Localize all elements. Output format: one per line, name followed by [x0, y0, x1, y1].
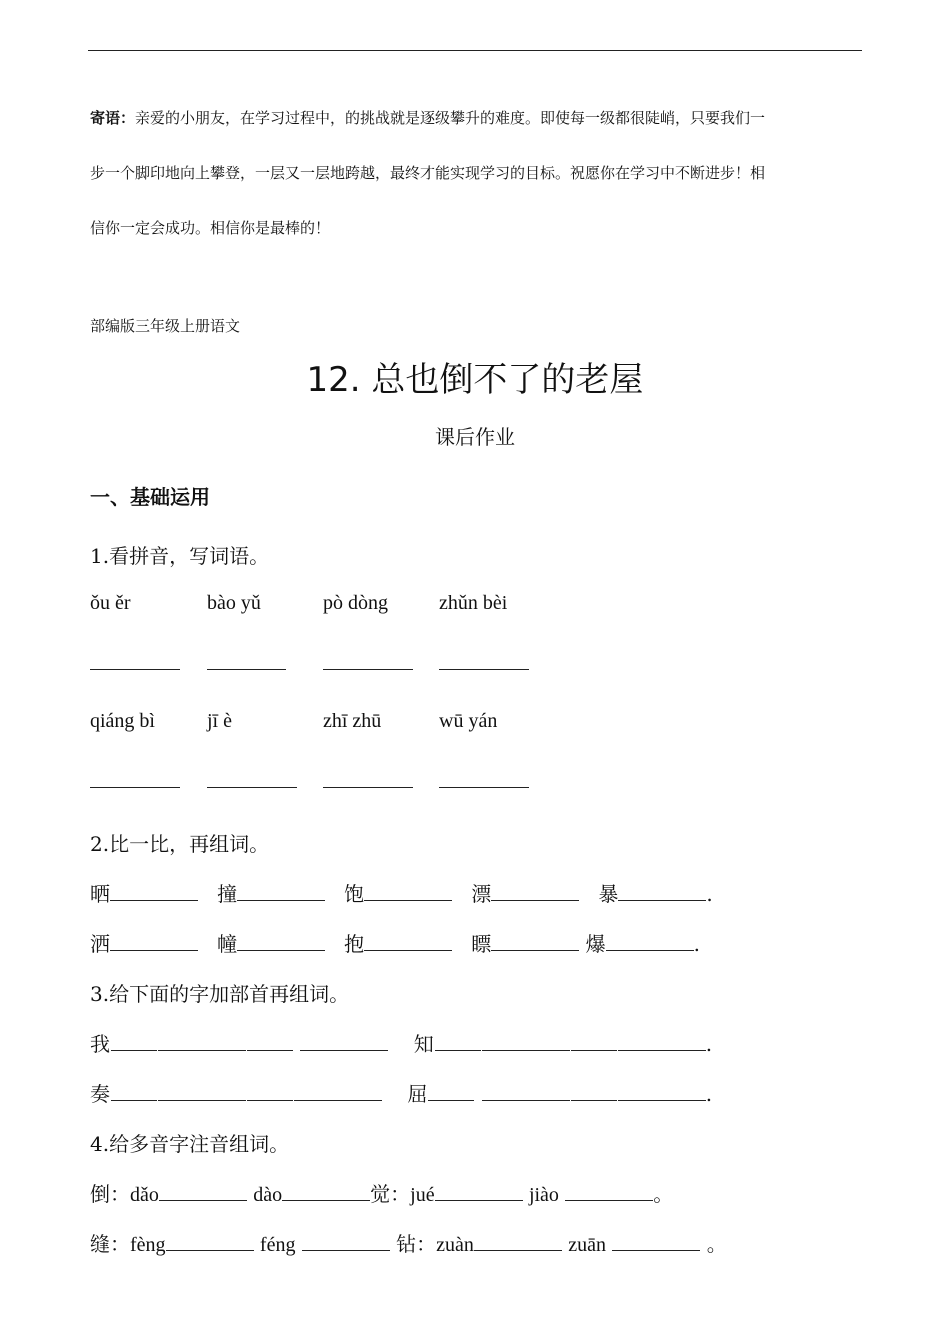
compare-char: 撞: [217, 882, 238, 906]
q1-title: 1.看拼音，写词语。: [90, 544, 270, 568]
answer-blank[interactable]: [482, 1082, 570, 1101]
answer-blank[interactable]: [606, 932, 694, 951]
q3-title: 3.给下面的字加部首再组词。: [90, 982, 350, 1006]
answer-blank[interactable]: [435, 1182, 523, 1201]
answer-blank[interactable]: [110, 932, 198, 951]
series-label: 部编版三年级上册语文: [90, 317, 241, 335]
answer-blank[interactable]: [302, 1232, 390, 1251]
pinyin-item: wū yán: [439, 710, 498, 732]
answer-blank[interactable]: [294, 1082, 382, 1101]
q3-row-2: [90, 1078, 712, 1107]
answer-blank[interactable]: [237, 882, 325, 901]
pinyin-item: qiáng bì: [90, 710, 155, 732]
compare-char: 抱: [344, 932, 365, 956]
answer-blank[interactable]: [323, 763, 413, 788]
pinyin-item: jué: [410, 1184, 435, 1206]
motto-text-1: 亲爱的小朋友，在学习过程中，的挑战就是逐级攀升的难度。即使每一级都很陡峭，只要我们一: [135, 109, 766, 127]
pinyin-item: ǒu ěr: [90, 592, 131, 614]
pinyin-item: zhī zhū: [323, 710, 382, 732]
page-subtitle: 课后作业: [435, 425, 515, 449]
answer-blank[interactable]: [439, 763, 529, 788]
compare-char: 瞟: [471, 932, 492, 956]
dash: [111, 1038, 157, 1051]
dash: [111, 1088, 157, 1101]
answer-blank[interactable]: [364, 882, 452, 901]
radical-char: 屈: [407, 1082, 428, 1106]
answer-blank[interactable]: [618, 1082, 706, 1101]
q2-row-1: [90, 878, 713, 907]
answer-blank[interactable]: [207, 763, 297, 788]
pinyin-item: zuān: [568, 1234, 607, 1256]
radical-char: 奏: [90, 1082, 110, 1106]
compare-char: 漂: [471, 882, 492, 906]
answer-blank[interactable]: [323, 645, 413, 670]
radical-char: 我: [90, 1032, 110, 1056]
compare-char: 幢: [217, 932, 238, 956]
q4-title: 4.给多音字注音组词。: [90, 1132, 290, 1156]
pinyin-item: bào yǔ: [207, 592, 261, 614]
motto-line-3: 信你一定会成功。相信你是最棒的！: [90, 219, 331, 237]
answer-blank[interactable]: [491, 932, 579, 951]
answer-blank[interactable]: [237, 932, 325, 951]
row-end: .: [706, 882, 713, 906]
row-end: 。: [706, 1232, 727, 1256]
q2-title: 2.比一比，再组词。: [90, 832, 270, 856]
answer-blank[interactable]: [364, 932, 452, 951]
answer-blank[interactable]: [166, 1232, 254, 1251]
q4-row-2: [90, 1228, 727, 1257]
answer-blank[interactable]: [300, 1032, 388, 1051]
row-end: .: [705, 1032, 713, 1056]
compare-char: 洒: [90, 932, 110, 956]
answer-blank[interactable]: [482, 1032, 570, 1051]
answer-blank[interactable]: [282, 1182, 370, 1201]
pinyin-item: zuàn: [436, 1234, 474, 1256]
motto-label: 寄语：: [90, 109, 136, 127]
answer-blank[interactable]: [618, 882, 706, 901]
dash: [435, 1038, 481, 1051]
page-title: 12. 总也倒不了的老屋: [306, 360, 644, 400]
polyphone-char: 倒：: [90, 1182, 130, 1206]
pinyin-item: dào: [253, 1184, 283, 1206]
answer-blank[interactable]: [618, 1032, 706, 1051]
answer-blank[interactable]: [158, 1082, 246, 1101]
answer-blank[interactable]: [491, 882, 579, 901]
answer-blank[interactable]: [159, 1182, 247, 1201]
row-end: .: [705, 1082, 713, 1106]
section-heading: 一、基础运用: [90, 485, 210, 509]
motto-line-1: [90, 108, 865, 128]
pinyin-item: dǎo: [130, 1184, 159, 1206]
q2-row-2: [90, 928, 700, 957]
row-end: .: [693, 932, 700, 956]
answer-blank[interactable]: [90, 763, 180, 788]
dash: [571, 1038, 617, 1051]
polyphone-char: 钻：: [396, 1232, 437, 1256]
answer-blank[interactable]: [439, 645, 529, 670]
answer-blank[interactable]: [158, 1032, 246, 1051]
polyphone-char: 觉：: [370, 1182, 411, 1206]
answer-blank[interactable]: [90, 645, 180, 670]
radical-char: 知: [413, 1032, 434, 1056]
q4-row-1: [90, 1178, 673, 1207]
pinyin-item: jiào: [528, 1184, 559, 1206]
q3-row-1: [90, 1028, 712, 1057]
answer-blank[interactable]: [207, 645, 286, 670]
pinyin-item: pò dòng: [323, 592, 388, 614]
pinyin-item: fèng: [130, 1234, 166, 1256]
pinyin-item: féng: [259, 1234, 296, 1256]
answer-blank[interactable]: [565, 1182, 653, 1201]
compare-char: 晒: [90, 882, 110, 906]
polyphone-char: 缝：: [90, 1232, 130, 1256]
motto-line-2: 步一个脚印地向上攀登，一层又一层地跨越，最终才能实现学习的目标。祝愿你在学习中不断进步！相: [90, 164, 766, 182]
header-rule: [88, 50, 862, 51]
answer-blank[interactable]: [612, 1232, 700, 1251]
answer-blank[interactable]: [110, 882, 198, 901]
dash: [247, 1038, 293, 1051]
compare-char: 暴: [598, 882, 619, 906]
dash: [571, 1088, 617, 1101]
dash: [428, 1088, 474, 1101]
pinyin-item: zhǔn bèi: [439, 592, 508, 614]
answer-blank[interactable]: [474, 1232, 562, 1251]
dash: [247, 1088, 293, 1101]
compare-char: 爆: [585, 932, 606, 956]
row-end: 。: [653, 1182, 674, 1206]
pinyin-item: jī è: [207, 710, 232, 732]
compare-char: 饱: [344, 882, 365, 906]
